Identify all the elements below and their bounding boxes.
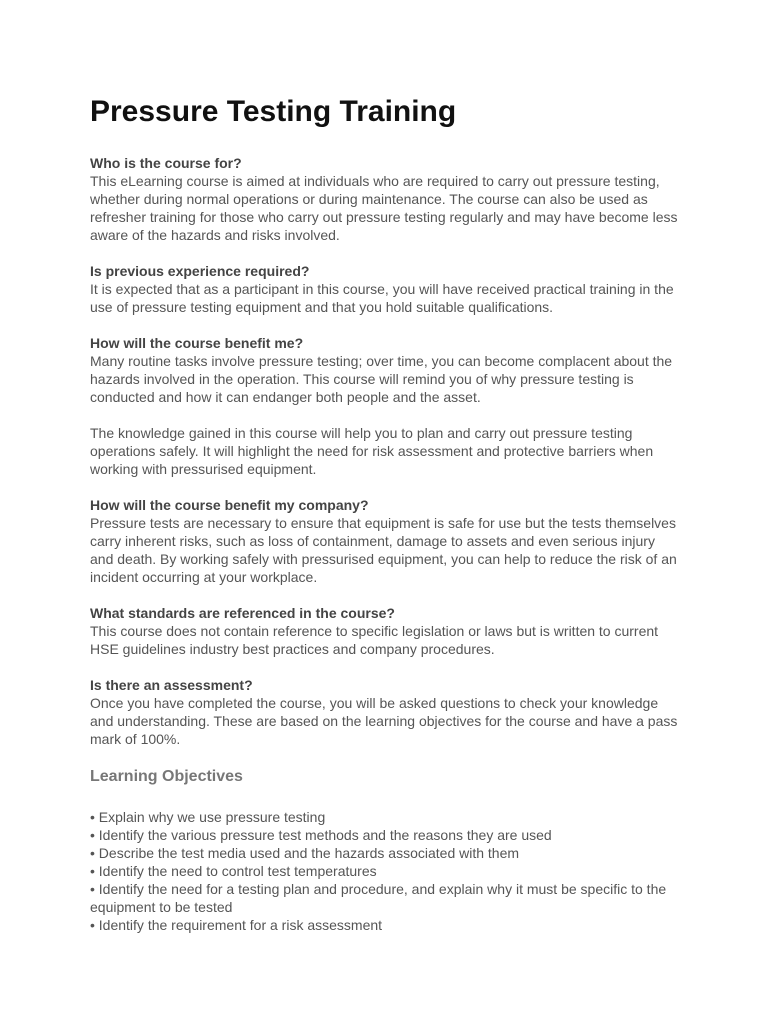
section-benefit-me (90, 334, 682, 478)
section-paragraph: The knowledge gained in this course will help you to plan and carry out pressure testing operations safely. It will highlight the need for risk assessment and protective barriers when working with pressurised equipment. (90, 425, 654, 477)
learning-objective-item: • Identify the requirement for a risk assessment (90, 917, 383, 933)
section-paragraph: This course does not contain reference to specific legislation or laws but is written to current HSE guidelines industry best practices and company procedures. (90, 623, 659, 657)
learning-objectives-heading: Learning Objectives (90, 768, 243, 785)
section-paragraph: Once you have completed the course, you will be asked questions to check your knowledge and understanding. These are based on the learning objectives for the course and have a pass mark of 100%. (90, 695, 678, 747)
page-title: Pressure Testing Training (90, 95, 457, 128)
learning-objective-item: • Describe the test media used and the hazards associated with them (90, 845, 520, 861)
document-body (90, 94, 682, 934)
section-paragraph: Pressure tests are necessary to ensure that equipment is safe for use but the tests themselves carry inherent risks, such as loss of containment, damage to assets and even serious injury and death. By working safely with pressurised equipment, you can help to reduce the risk of an incident occurring at your workplace. (90, 515, 677, 585)
learning-objective-item: • Identify the various pressure test methods and the reasons they are used (90, 827, 552, 843)
section-standards (90, 604, 682, 658)
section-course-audience (90, 154, 682, 244)
section-paragraph: Many routine tasks involve pressure testing; over time, you can become complacent about the hazards involved in the operation. This course will remind you of why pressure testing is conducted and how it can endanger both people and the asset. (90, 353, 673, 405)
section-question: How will the course benefit my company? (90, 497, 369, 513)
section-previous-experience (90, 262, 682, 316)
section-paragraph: It is expected that as a participant in this course, you will have received practical training in the use of pressure testing equipment and that you hold suitable qualifications. (90, 281, 674, 315)
section-benefit-company (90, 496, 682, 586)
learning-objective-item: • Identify the need for a testing plan and procedure, and explain why it must be specific to the equipment to be tested (90, 881, 667, 915)
section-question: Who is the course for? (90, 155, 242, 171)
section-question: Is there an assessment? (90, 677, 253, 693)
learning-objectives-list (90, 808, 682, 934)
learning-objective-item: • Explain why we use pressure testing (90, 809, 326, 825)
section-question: What standards are referenced in the course? (90, 605, 395, 621)
section-paragraph: This eLearning course is aimed at individuals who are required to carry out pressure testing, whether during normal operations or during maintenance. The course can also be used as refresher training for those who carry out pressure testing regularly and may have become less aware of the hazards and risks involved. (90, 173, 678, 243)
section-question: Is previous experience required? (90, 263, 310, 279)
learning-objective-item: • Identify the need to control test temperatures (90, 863, 377, 879)
section-question: How will the course benefit me? (90, 335, 304, 351)
section-assessment (90, 676, 682, 748)
